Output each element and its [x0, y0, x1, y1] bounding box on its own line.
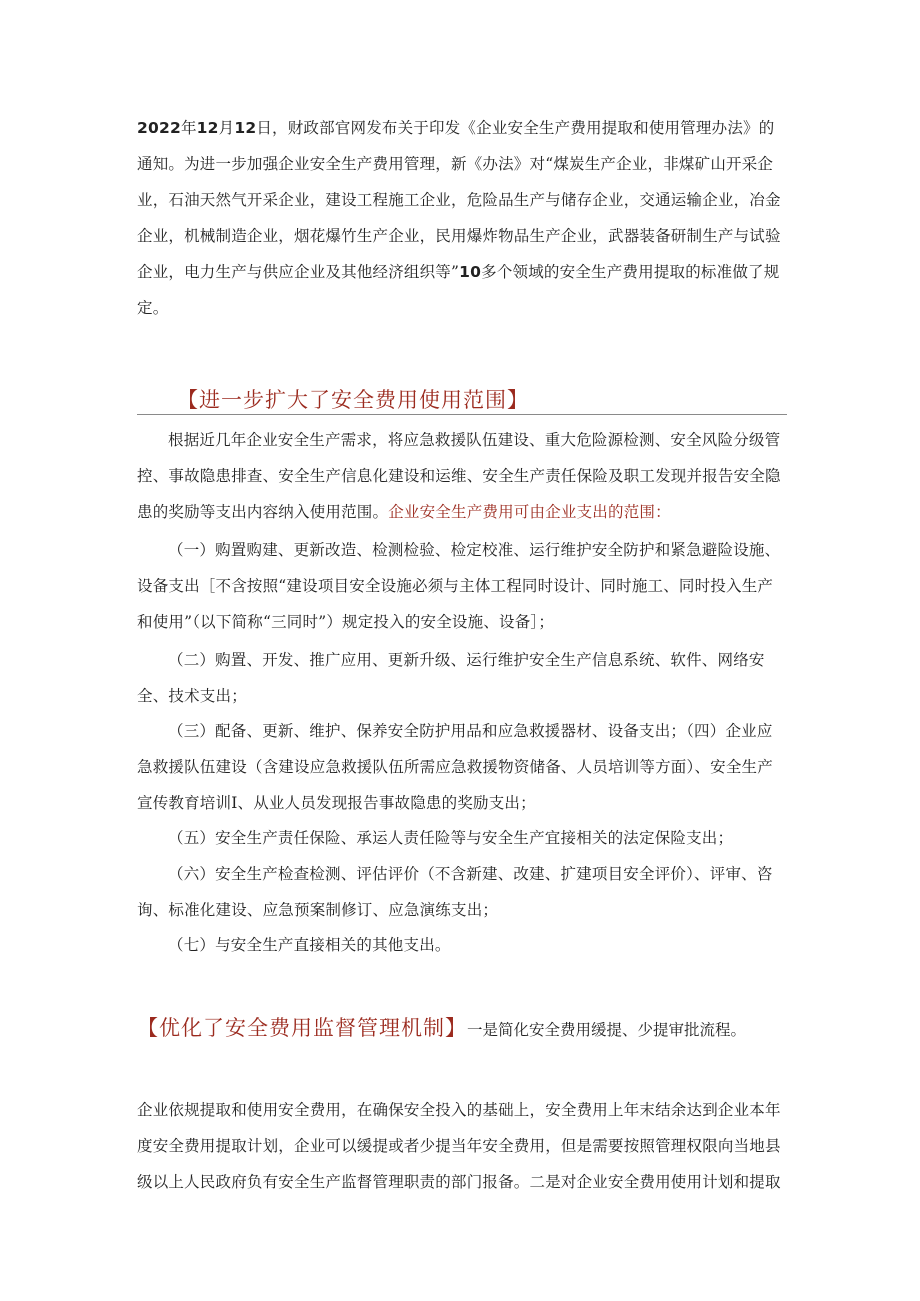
intro-paragraph — [137, 110, 787, 326]
date-year-unit: 年 — [180, 119, 197, 137]
date-month-unit: 月 — [218, 119, 235, 137]
section2-body: 企业依规提取和使用安全费用，在确保安全投入的基础上，安全费用上年末结余达到企业本年度安全费用提取计划，企业可以缓提或者少提当年安全费用，但是需要按照管理权限向当地县级以上人民政府负有安全生产监督管理职责的部门报备。二是对企业安全费用使用计划和提取 — [137, 1101, 781, 1191]
section1-item-5: （五）安全生产责任保险、承运人责任险等与安全生产宜接相关的法定保险支出； — [168, 829, 734, 847]
intro-text-a: 日，财政部官网发布关于印发《企业安全生产费用提取和使用管理办法》的通知。为进一步加强企业安全生产费用管理，新《办法》对“煤炭生产企业，非煤矿山开采企业，石油天然气开采企业，建设工程施工企业，危险品生产与储存企业，交通运输企业，冶金企业，机械制造企业，烟花爆竹生产企业，民用爆炸物品生产企业，武器装备研制生产与试验企业，电力生产与供应企业及其他经济组织等” — [137, 119, 781, 281]
section1-lead — [137, 422, 787, 530]
domain-count: 10 — [459, 263, 482, 281]
section1-item-2: （二）购置、开发、推广应用、更新升级、运行维护安全生产信息系统、软件、网络安全、技术支出； — [137, 651, 765, 705]
section1-item-7: （七）与安全生产直接相关的其他支出。 — [168, 936, 451, 954]
section1-divider — [137, 414, 787, 415]
section2-heading-tail: 一是简化安全费用缓提、少提审批流程。 — [467, 1021, 747, 1039]
intro-text-b: 多个领域的安全生产费用提取的标准做了规定。 — [137, 263, 780, 317]
section1-item-3: （三）配备、更新、维护、保养安全防护用品和应急救援器材、设备支出；（四）企业应急救援队伍建设（含建设应急救援队伍所需应急救援物资储备、人员培训等方面）、安全生产宣传教育培训Ⅰ、从业人员发现报告事故隐患的奖励支出； — [137, 722, 773, 812]
section1-heading: 【进一步扩大了安全费用使用范围】 — [177, 388, 529, 412]
section1-item-6: （六）安全生产检查检测、评估评价（不含新建、改建、扩建项目安全评价）、评审、咨询、标准化建设、应急预案制修订、应急演练支出； — [137, 865, 773, 919]
date-day: 12 — [234, 119, 257, 137]
section1-lead-text: 根据近几年企业安全生产需求，将应急救援队伍建设、重大危险源检测、安全风险分级管控、事故隐患排查、安全生产信息化建设和运维、安全生产责任保险及职工发现并报告安全隐患的奖励等支出内容纳入使用范围。 — [137, 431, 781, 521]
date-year: 2022 — [137, 119, 181, 137]
section1-lead-highlight: 企业安全生产费用可由企业支出的范围： — [388, 503, 671, 521]
date-month: 12 — [196, 119, 219, 137]
section2-heading-line — [137, 1012, 746, 1042]
section1-item-1: （一）购置购建、更新改造、检测检验、检定校准、运行维护安全防护和紧急避险设施、设备支出［不含按照“建设项目安全设施必须与主体工程同时设计、同时施工、同时投入生产和使用”（以下简称“三同时”）规定投入的安全设施、设备］； — [137, 541, 781, 631]
section2-heading: 【优化了安全费用监督管理机制】 — [137, 1016, 467, 1040]
